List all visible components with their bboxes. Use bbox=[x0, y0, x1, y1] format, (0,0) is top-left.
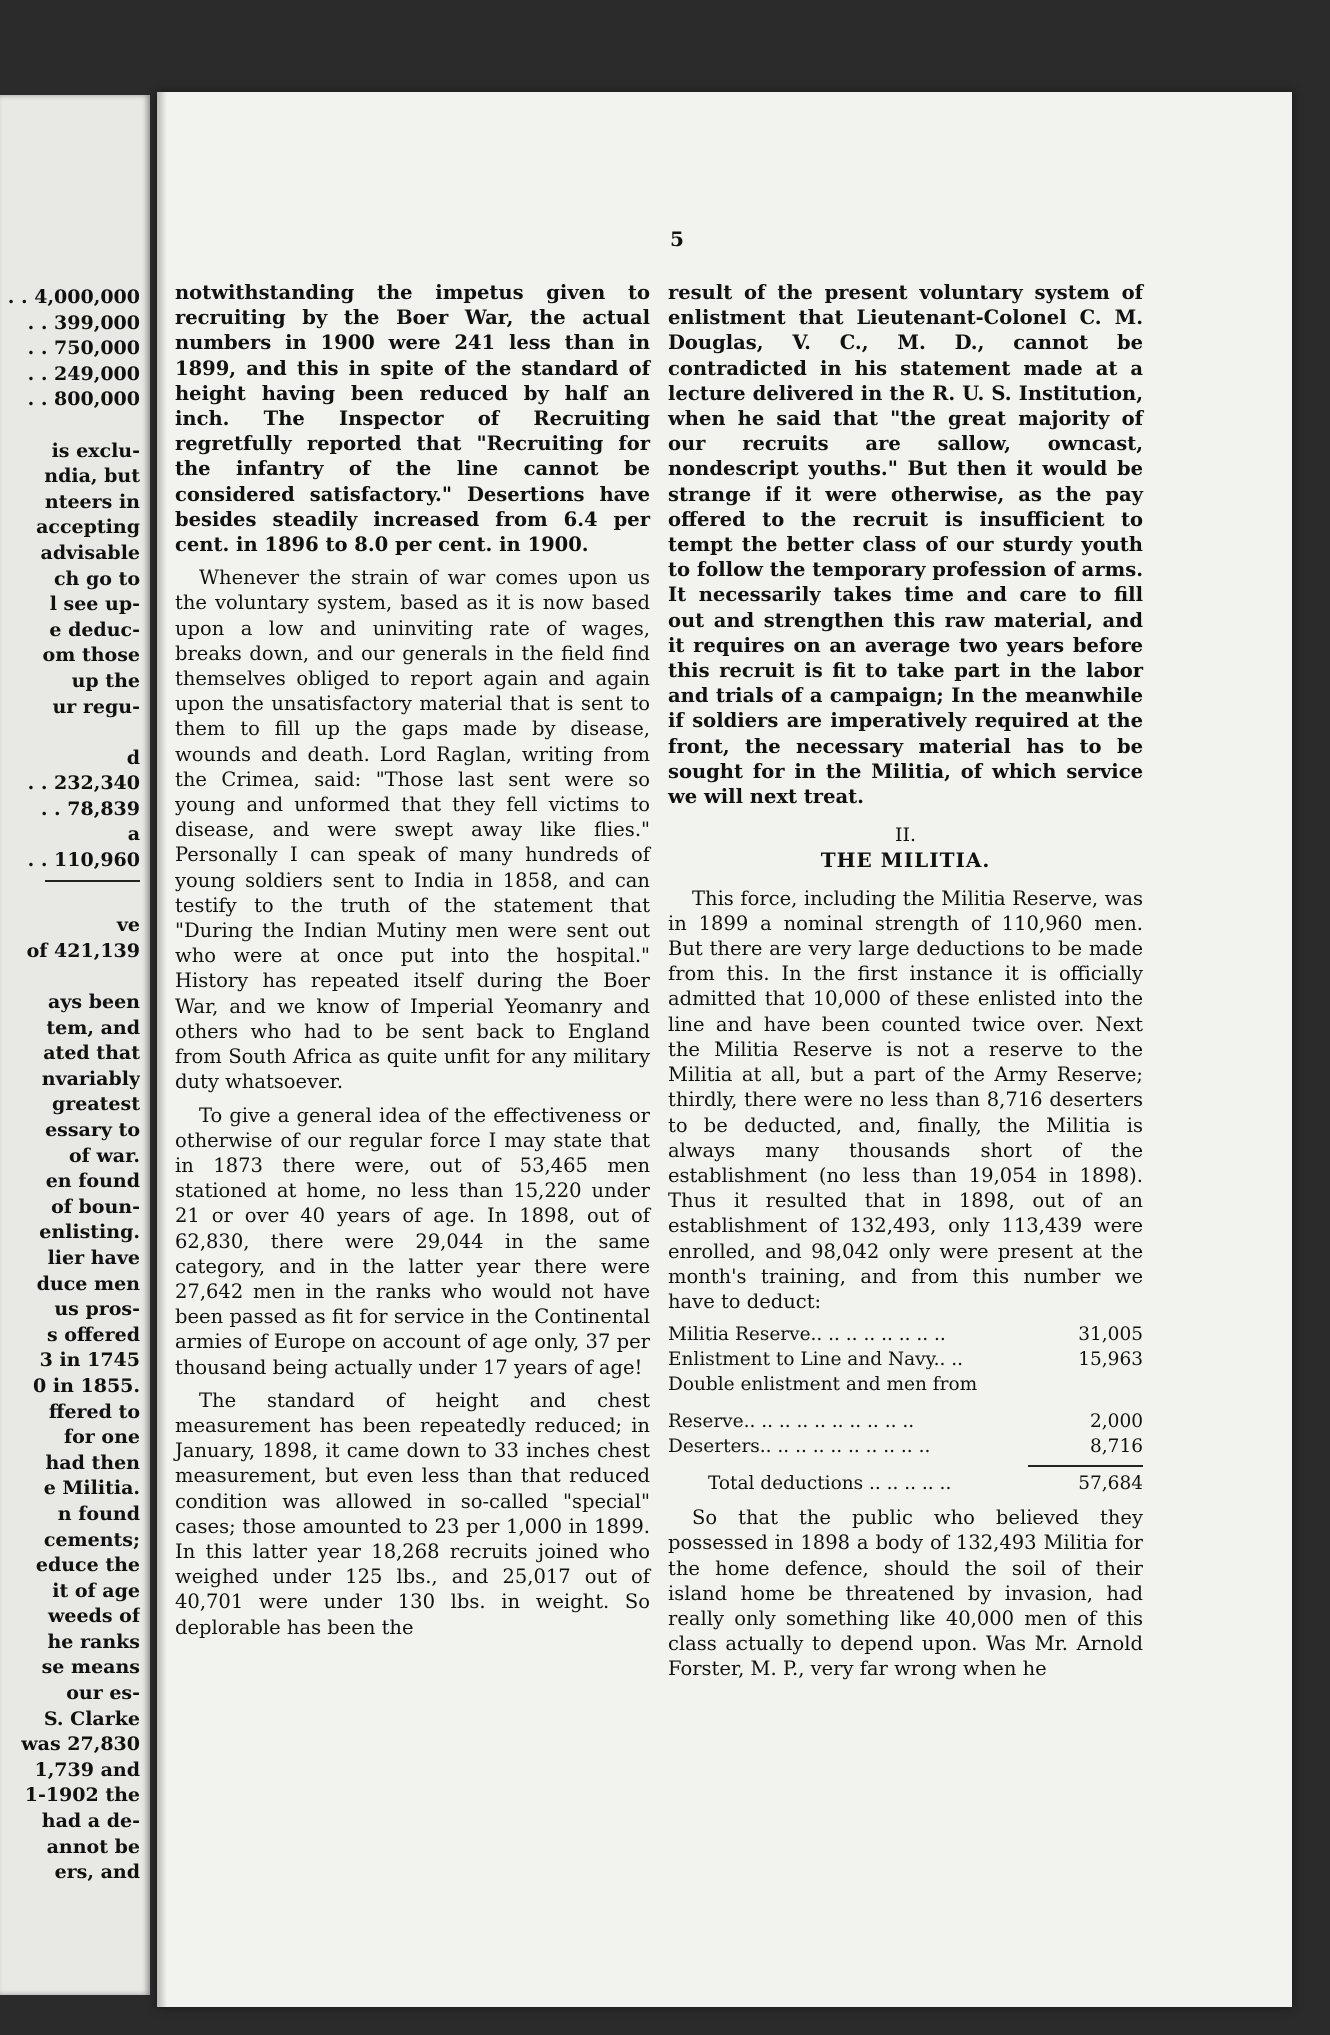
previous-page-line: ur regu- bbox=[52, 695, 140, 718]
previous-page-line: 1-1902 the bbox=[24, 1784, 140, 1807]
previous-page-line: of 421,139 bbox=[26, 939, 140, 962]
previous-page-line: nteers in bbox=[44, 490, 140, 513]
previous-page-line: S. Clarke bbox=[43, 1707, 140, 1730]
previous-page-line: annot be bbox=[46, 1835, 140, 1858]
previous-page-line: a bbox=[127, 823, 140, 846]
paragraph: This force, including the Militia Reserve, was in 1899 a nominal strength of 110,960 men. But there are very large deductions to be made from this. In the first instance it is officially admitted that 10,000 of these enlisted into the line and have been counted twice over. Next the Militia Reserve is not a reserve to the Militia at all, but a part of the Army Reserve; thirdly, there were no less than 8,716 deserters to be deducted, and, finally, the Militia is always many thousands short of the establishment (no less than 19,054 in 1898). Thus it resulted that in 1898, out of an establishment of 132,493, only 113,439 were enrolled, and 98,042 only were present at the month's training, and from this number we have to deduct: bbox=[668, 886, 1143, 1313]
previous-page-line bbox=[0, 413, 140, 439]
previous-page-line bbox=[0, 888, 140, 914]
deduction-label: Enlistment to Line and Navy.. .. bbox=[668, 1349, 964, 1371]
previous-page-edge bbox=[0, 95, 150, 1995]
deduction-value: 15,963 bbox=[1078, 1349, 1143, 1371]
previous-page-line: it of age bbox=[52, 1579, 140, 1602]
paragraph: result of the present voluntary system of enlistment that Lieutenant-Colonel C. M. Douglas, V. C., M. D., cannot be contradicted in his statement made at a lecture delivered in the R. U. S. Institution, when he said that "the great majority of our recruits are sallow, owncast, nondescript youths." But then it would be strange if it were otherwise, as the pay offered to the recruit is insufficient to tempt the better class of our sturdy youth to follow the temporary profession of arms. It necessarily takes time and care to fill out and strengthen this raw material, and it requires on an average two years before this recruit is fit to take part in the labor and trials of a campaign; In the meanwhile if soldiers are imperatively required at the front, the necessary material has to be sought for in the Militia, of which service we will next treat. bbox=[668, 281, 1143, 809]
previous-page-line: s offered bbox=[46, 1323, 140, 1346]
previous-page-line bbox=[0, 720, 140, 746]
paragraph: Whenever the strain of war comes upon us the voluntary system, based as it is now based upon a low and uninviting rate of wages, breaks down, and our generals in the field find themselves obliged to report again and again upon the unsatisfactory material that is sent to them to fill up the gaps made by disease, wounds and death. Lord Raglan, writing from the Crimea, said: "Those last sent were so young and unformed that they fell victims to disease, and were swept away like flies." Personally I can speak of many hundreds of young soldiers sent to India in 1858, and can testify to the truth of the statement that "During the Indian Mutiny men were sent out who were at once put into the hospital." History has repeated itself during the Boer War, and we know of Imperial Yeomanry and others who had to be sent back to England from South Africa as quite unfit for any military duty whatsoever. bbox=[175, 566, 650, 1094]
previous-page-line: . . 249,000 bbox=[27, 362, 140, 385]
previous-page-line: ated that bbox=[43, 1042, 140, 1065]
deduction-label: Militia Reserve.. .. .. .. .. .. .. .. bbox=[668, 1324, 946, 1346]
previous-page-line: essary to bbox=[45, 1119, 140, 1141]
previous-page-line: d bbox=[126, 746, 140, 769]
previous-page-line: accepting bbox=[36, 516, 140, 539]
previous-page-line: n found bbox=[57, 1502, 140, 1525]
previous-page-line: e Militia. bbox=[43, 1477, 140, 1500]
paragraph: The standard of height and chest measurement has been repeatedly reduced; in January, 1898, it came down to 33 inches chest measurement, but even less than that reduced condition was allowed in so-called "special" cases; those amounted to 23 per 1,000 in 1899. In this latter year 18,268 recruits joined who weighed under 125 lbs., and 25,017 out of 40,701 were under 130 lbs. in weight. So deplorable has been the bbox=[175, 1388, 650, 1639]
previous-page-text bbox=[0, 285, 140, 1886]
previous-page-line: om those bbox=[42, 644, 140, 667]
previous-page-line: . . 232,340 bbox=[27, 772, 140, 795]
previous-page-line: en found bbox=[45, 1170, 140, 1193]
previous-page-line: greatest bbox=[51, 1093, 140, 1116]
previous-page-line: for one bbox=[63, 1426, 140, 1449]
previous-page-line: 0 in 1855. bbox=[33, 1374, 140, 1397]
previous-page-line: educe the bbox=[35, 1554, 140, 1577]
total-value: 57,684 bbox=[1078, 1473, 1143, 1495]
previous-page-line: ch go to bbox=[53, 567, 140, 590]
previous-page-line: 1,739 and bbox=[34, 1758, 140, 1781]
previous-page-line: e deduc- bbox=[49, 618, 140, 641]
previous-page-line: advisable bbox=[40, 541, 140, 564]
previous-page-line: he ranks bbox=[47, 1630, 140, 1653]
total-row bbox=[668, 1471, 1143, 1499]
previous-page-line: cements; bbox=[43, 1528, 140, 1551]
section-heading: THE MILITIA. bbox=[820, 848, 991, 873]
deduction-row bbox=[668, 1322, 1143, 1347]
column-left bbox=[175, 280, 650, 1648]
previous-page-line: ers, and bbox=[54, 1861, 140, 1884]
previous-page-line: ve bbox=[116, 914, 140, 937]
deduction-label: Double enlistment and men from bbox=[668, 1374, 978, 1396]
section-numeral: II. bbox=[894, 824, 917, 847]
total-rule bbox=[1028, 1465, 1143, 1467]
previous-page-line: was 27,830 bbox=[21, 1733, 140, 1756]
previous-page-line: 3 in 1745 bbox=[39, 1349, 140, 1372]
document-page bbox=[157, 92, 1292, 2007]
paragraph: So that the public who believed they possessed in 1898 a body of 132,493 Militia for the home defence, should the soil of their island home be threatened by invasion, had really only something like 40,000 men of this class actually to depend upon. Was Mr. Arnold Forster, M. P., very far wrong when he bbox=[668, 1506, 1143, 1681]
column-right bbox=[668, 280, 1143, 1690]
previous-page-line: . . 4,000,000 bbox=[7, 286, 140, 308]
paragraph: notwithstanding the impetus given to recruiting by the Boer War, the actual numbers in 1900 were 241 less than in 1899, and this in spite of the standard of height having been reduced by half an inch. The Inspector of Recruiting regretfully reported that "Recruiting for the infantry of the line cannot be considered satisfactory." Desertions have besides steadily increased from 6.4 per cent. in 1896 to 8.0 per cent. in 1900. bbox=[175, 281, 650, 557]
previous-page-line: . . 800,000 bbox=[27, 388, 140, 411]
previous-page-line: duce men bbox=[36, 1272, 140, 1295]
deductions-table bbox=[668, 1322, 1143, 1499]
deduction-row bbox=[668, 1347, 1143, 1372]
previous-page-line: our es- bbox=[66, 1682, 140, 1705]
previous-page-line: weeds of bbox=[48, 1605, 140, 1628]
previous-page-line: ndia, but bbox=[44, 465, 140, 488]
deduction-value: 31,005 bbox=[1078, 1324, 1143, 1346]
previous-page-line: lier have bbox=[47, 1246, 140, 1269]
previous-page-line: had a de- bbox=[41, 1810, 140, 1833]
previous-page-line: is exclu- bbox=[51, 439, 140, 462]
previous-page-line: se means bbox=[41, 1656, 140, 1679]
deduction-row bbox=[668, 1434, 1143, 1459]
previous-page-line bbox=[0, 964, 140, 990]
previous-page-line: nvariably bbox=[41, 1067, 140, 1090]
previous-page-line: ays been bbox=[48, 991, 140, 1014]
previous-page-line: us pros- bbox=[54, 1298, 140, 1321]
previous-page-line: had then bbox=[45, 1451, 140, 1474]
deduction-value: 8,716 bbox=[1090, 1436, 1143, 1458]
previous-page-line: enlisting. bbox=[39, 1221, 140, 1244]
previous-page-line: of boun- bbox=[51, 1195, 140, 1218]
previous-page-line: of war. bbox=[68, 1144, 140, 1167]
previous-page-line: . . 750,000 bbox=[27, 337, 140, 360]
deduction-label: Deserters.. .. .. .. .. .. .. .. .. .. bbox=[668, 1436, 931, 1458]
page-number: 5 bbox=[670, 227, 684, 251]
paragraph: To give a general idea of the effectiveness or otherwise of our regular force I may state that in 1873 there were, out of 53,465 men stationed at home, no less than 15,220 under 21 or over 40 years of age. In 1898, out of 62,830, there were 29,044 in the same category, and in the latter year there were 27,642 men in the ranks who would not have been passed as fit for service in the Continental armies of Europe on account of age only, 37 per thousand being actually under 17 years of age! bbox=[175, 1103, 650, 1379]
previous-page-line: tem, and bbox=[46, 1016, 140, 1039]
previous-page-line: . . 399,000 bbox=[27, 311, 140, 334]
previous-page-line: l see up- bbox=[49, 593, 140, 616]
deduction-label: Reserve.. .. .. .. .. .. .. .. .. .. bbox=[668, 1411, 915, 1433]
previous-page-line: ffered to bbox=[48, 1400, 140, 1423]
previous-page-line: up the bbox=[71, 669, 140, 692]
total-label: Total deductions .. .. .. .. .. bbox=[708, 1473, 952, 1495]
deduction-row bbox=[668, 1409, 1143, 1434]
previous-page-line: . . 78,839 bbox=[40, 797, 140, 820]
previous-page-line: . . 110,960 bbox=[27, 849, 140, 872]
page-gutter-shadow bbox=[157, 92, 167, 2007]
deduction-value: 2,000 bbox=[1090, 1411, 1143, 1433]
sum-rule bbox=[45, 880, 140, 882]
